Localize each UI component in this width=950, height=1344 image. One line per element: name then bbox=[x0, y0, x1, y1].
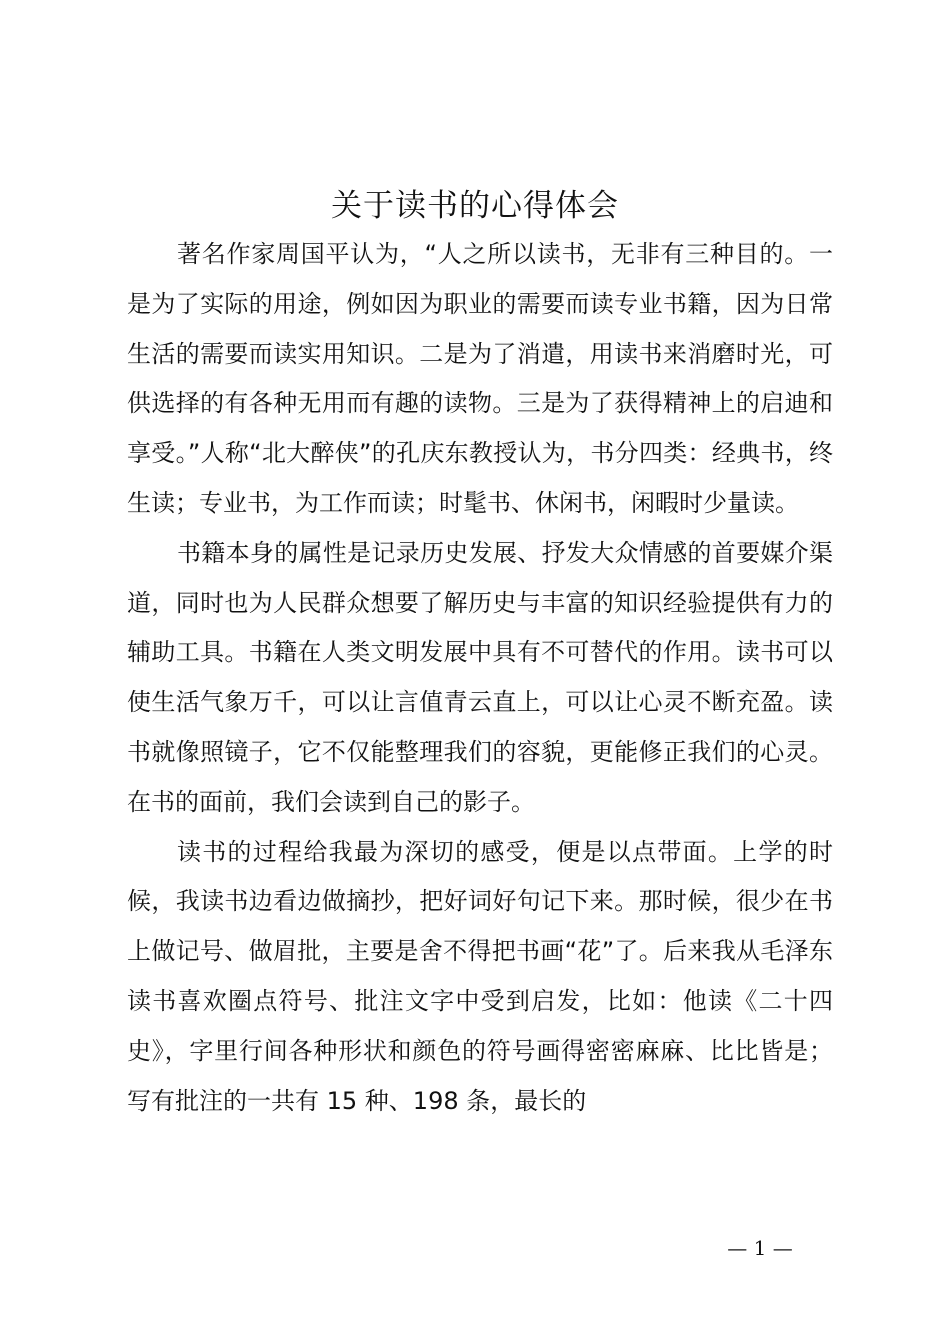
paragraph-1: 著名作家周国平认为，“人之所以读书，无非有三种目的。一是为了实际的用途，例如因为职业的需要而读专业书籍，因为日常生活的需要而读实用知识。二是为了消遣，用读书来消磨时光，可供选择的有各种无用而有趣的读物。三是为了获得精神上的启迪和享受。”人称“北大醉侠”的孔庆东教授认为，书分四类：经典书，终生读；专业书，为工作而读；时髦书、休闲书，闲暇时少量读。 bbox=[127, 240, 833, 517]
page-number: — 1 — bbox=[727, 1236, 793, 1260]
paragraph-3: 读书的过程给我最为深切的感受，便是以点带面。上学的时候，我读书边看边做摘抄，把好词好句记下来。那时候，很少在书上做记号、做眉批，主要是舍不得把书画“花”了。后来我从毛泽东读书喜欢圈点符号、批注文字中受到启发，比如：他读《二十四史》，字里行间各种形状和颜色的符号画得密密麻麻、比比皆是；写有批注的一共有 15 种、198 条，最长的 bbox=[127, 837, 833, 1115]
document-body bbox=[127, 230, 833, 1126]
paragraph-2: 书籍本身的属性是记录历史发展、抒发大众情感的首要媒介渠道，同时也为人民群众想要了解历史与丰富的知识经验提供有力的辅助工具。书籍在人类文明发展中具有不可替代的作用。读书可以使生活气象万千，可以让言值青云直上，可以让心灵不断充盈。读书就像照镜子，它不仅能整理我们的容貌，更能修正我们的心灵。在书的面前，我们会读到自己的影子。 bbox=[127, 538, 833, 816]
document-title: 关于读书的心得体会 bbox=[331, 188, 619, 224]
